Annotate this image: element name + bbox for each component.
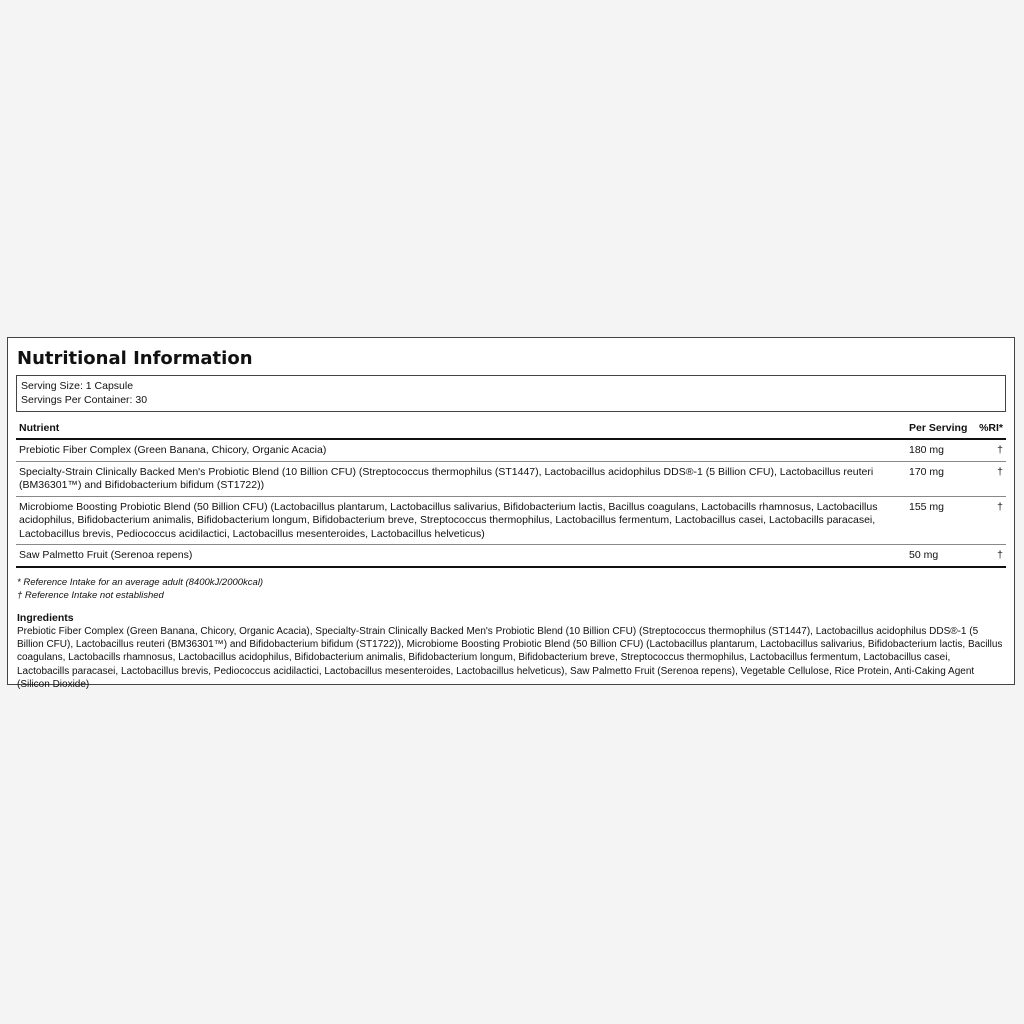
serving-info-box xyxy=(16,375,1006,412)
table-row xyxy=(16,439,1006,461)
nutrition-panel xyxy=(7,337,1015,691)
table-header-row xyxy=(16,419,1006,439)
header-per-serving: Per Serving xyxy=(906,419,972,439)
servings-per-container: Servings Per Container: 30 xyxy=(21,394,148,406)
header-ri: %RI* xyxy=(972,419,1006,439)
ingredients-heading: Ingredients xyxy=(17,611,74,624)
footnotes xyxy=(16,576,1006,602)
header-nutrient: Nutrient xyxy=(16,419,906,439)
nutrient-ri: † xyxy=(972,439,1006,461)
nutrient-amount: 170 mg xyxy=(906,461,972,496)
table-row xyxy=(16,545,1006,567)
ingredients-text: Prebiotic Fiber Complex (Green Banana, Chicory, Organic Acacia), Specialty-Strain Clinically Backed Men's Probiotic Blend (10 Billion CFU) (Streptococcus thermophilus (ST1447), Lactobacillus acidophilus DDS®-1 (5 Billion CFU), Lactobacillus reuteri (BM36301™) and Bifidobacterium bifidum (ST1722)), Microbiome Boosting Probiotic Blend (50 Billion CFU) (Lactobacillus plantarum, Lactobacillus salivarius, Bifidobacterium lactis, Bacillus coagulans, Lactobacills rhamnosus, Lactobacillus acidophilus, Bifidobacterium animalis, Bifidobacterium longum, Bifidobacterium breve, Streptococcus thermophilus, Lactobacillus fermentum, Lactobacillus casei, Lactobacills paracasei, Lactobacillus brevis, Pediococcus acidilactici, Lactobacillus mesenteroides, Lactobacillus helveticus), Saw Palmetto Fruit (Serenoa repens), Vegetable Cellulose, Rice Protein, Anti-Caking Agent (Silicon Dioxide) xyxy=(17,625,1003,691)
nutrient-ri: † xyxy=(972,496,1006,545)
nutrient-ri: † xyxy=(972,545,1006,567)
nutrient-name: Prebiotic Fiber Complex (Green Banana, Chicory, Organic Acacia) xyxy=(16,439,906,461)
page-title: Nutritional Information xyxy=(17,348,253,369)
nutrient-amount: 180 mg xyxy=(906,439,972,461)
nutrient-amount: 155 mg xyxy=(906,496,972,545)
table-row xyxy=(16,496,1006,545)
nutrient-table xyxy=(16,419,1006,568)
nutrient-name: Saw Palmetto Fruit (Serenoa repens) xyxy=(16,545,906,567)
table-row xyxy=(16,461,1006,496)
ri-footnote: * Reference Intake for an average adult (8400kJ/2000kcal) xyxy=(17,576,264,588)
dagger-footnote: † Reference Intake not established xyxy=(17,589,164,601)
nutrient-name: Microbiome Boosting Probiotic Blend (50 Billion CFU) (Lactobacillus plantarum, Lactobacillus salivarius, Bifidobacterium lactis, Bacillus coagulans, Lactobacills rhamnosus, Lactobacillus acidophilus, Bifidobacterium animalis, Bifidobacterium longum, Bifidobacterium breve, Streptococcus thermophilus, Lactobacillus fermentum, Lactobacillus casei, Lactobacills paracasei, Lactobacillus brevis, Pediococcus acidilactici, Lactobacillus mesenteroides, Lactobacillus helveticus) xyxy=(16,496,906,545)
nutrient-name: Specialty-Strain Clinically Backed Men's Probiotic Blend (10 Billion CFU) (Streptococcus thermophilus (ST1447), Lactobacillus acidophilus DDS®-1 (5 Billion CFU), Lactobacillus reuteri (BM36301™) and Bifidobacterium bifidum (ST1722)) xyxy=(16,461,906,496)
nutrient-ri: † xyxy=(972,461,1006,496)
nutrient-amount: 50 mg xyxy=(906,545,972,567)
serving-size: Serving Size: 1 Capsule xyxy=(21,380,134,392)
